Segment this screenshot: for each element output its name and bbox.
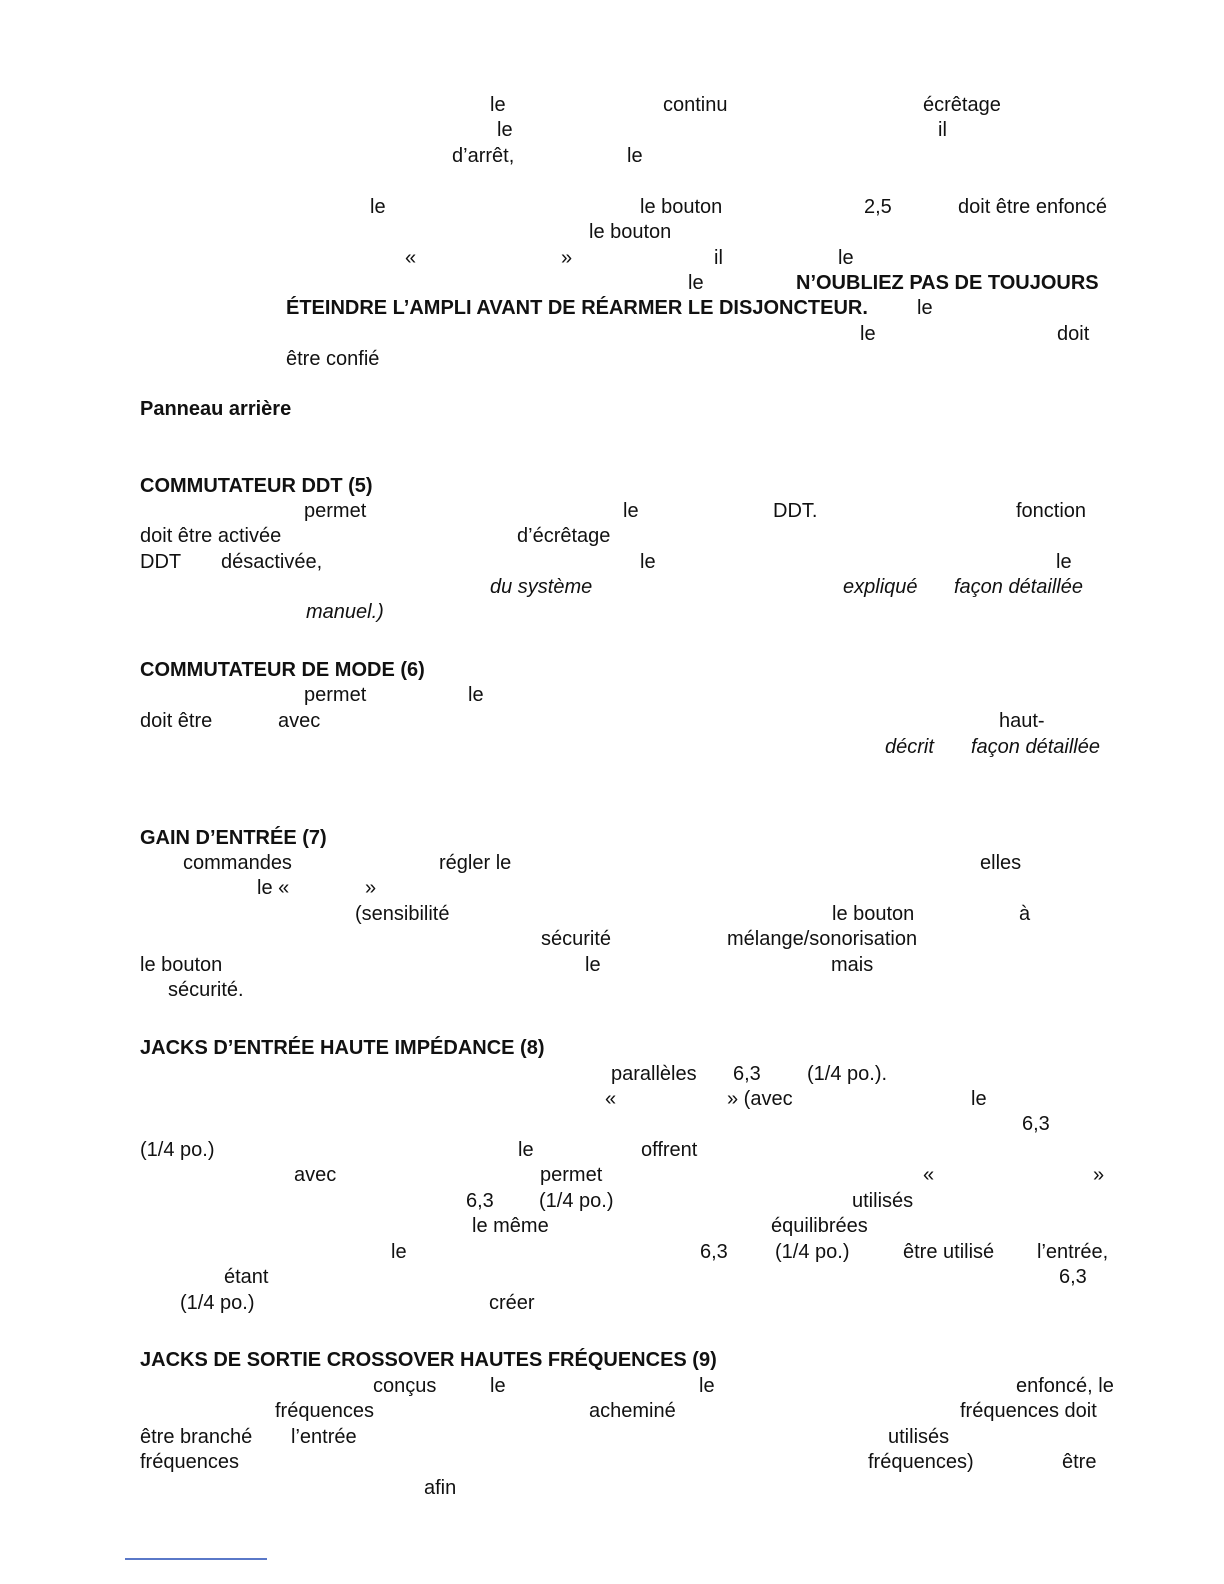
word: (1/4 po.) <box>180 1292 255 1314</box>
section-heading: GAIN D’ENTRÉE (7) <box>140 827 327 849</box>
word: l’entrée <box>291 1426 357 1448</box>
word: DDT <box>140 551 182 573</box>
word: régler le <box>439 852 512 874</box>
section-heading: COMMUTATEUR DDT (5) <box>140 475 373 497</box>
word: écrêtage <box>923 94 1001 116</box>
word: (sensibilité <box>355 903 450 925</box>
word: le <box>860 323 876 345</box>
warning-text: N’OUBLIEZ PAS DE TOUJOURS <box>796 272 1099 294</box>
section-heading: COMMUTATEUR DE MODE (6) <box>140 659 425 681</box>
word: étant <box>224 1266 269 1288</box>
word: le <box>688 272 704 294</box>
word: être confié <box>286 348 380 370</box>
word: le <box>497 119 513 141</box>
word: utilisés <box>852 1190 914 1212</box>
word: sécurité <box>541 928 612 950</box>
word: 6,3 <box>1022 1113 1050 1135</box>
word: fréquences <box>140 1451 239 1473</box>
word: « <box>405 247 417 269</box>
word: manuel.) <box>306 601 384 623</box>
word: d’écrêtage <box>517 525 611 547</box>
word: le <box>640 551 656 573</box>
word: acheminé <box>589 1400 676 1422</box>
word: à <box>1019 903 1031 925</box>
word: le <box>917 297 933 319</box>
word: du système <box>490 576 593 598</box>
word: offrent <box>641 1139 698 1161</box>
word: permet <box>304 500 367 522</box>
word: 6,3 <box>700 1241 728 1263</box>
word: parallèles <box>611 1063 697 1085</box>
word: le <box>699 1375 715 1397</box>
warning-text: ÉTEINDRE L’AMPLI AVANT DE RÉARMER LE DISJONCTEUR. <box>286 297 868 319</box>
word: le « <box>257 877 290 899</box>
word: le <box>490 94 506 116</box>
word: 6,3 <box>733 1063 761 1085</box>
section-heading: JACKS D’ENTRÉE HAUTE IMPÉDANCE (8) <box>140 1037 545 1059</box>
word: (1/4 po.). <box>807 1063 888 1085</box>
word: le <box>838 247 854 269</box>
word: (1/4 po.) <box>140 1139 215 1161</box>
word: le <box>627 145 643 167</box>
word: « <box>605 1088 617 1110</box>
word: le <box>391 1241 407 1263</box>
word: d’arrêt, <box>452 145 515 167</box>
word: façon détaillée <box>971 736 1100 758</box>
word: être branché <box>140 1426 253 1448</box>
word: avec <box>278 710 321 732</box>
word: décrit <box>885 736 934 758</box>
section-heading: JACKS DE SORTIE CROSSOVER HAUTES FRÉQUENCES (9) <box>140 1349 717 1371</box>
word: fréquences <box>275 1400 374 1422</box>
word: 6,3 <box>1059 1266 1087 1288</box>
word: » <box>365 877 377 899</box>
word: » (avec <box>727 1088 793 1110</box>
word: utilisés <box>888 1426 950 1448</box>
word: équilibrées <box>771 1215 868 1237</box>
word: le <box>1056 551 1072 573</box>
word: elles <box>980 852 1022 874</box>
word: haut- <box>999 710 1045 732</box>
word: » <box>561 247 573 269</box>
section-heading-rear-panel: Panneau arrière <box>140 398 292 420</box>
word: expliqué <box>843 576 918 598</box>
word: commandes <box>183 852 292 874</box>
word: créer <box>489 1292 535 1314</box>
word: doit <box>1057 323 1090 345</box>
word: le bouton <box>640 196 723 218</box>
word: avec <box>294 1164 337 1186</box>
word: l’entrée, <box>1037 1241 1109 1263</box>
word: (1/4 po.) <box>539 1190 614 1212</box>
word: 6,3 <box>466 1190 494 1212</box>
word: être utilisé <box>903 1241 995 1263</box>
word: il <box>714 247 723 269</box>
word: le <box>370 196 386 218</box>
word: le <box>468 684 484 706</box>
word: le <box>623 500 639 522</box>
word: mais <box>831 954 874 976</box>
word: permet <box>304 684 367 706</box>
word: le bouton <box>832 903 915 925</box>
word: enfoncé, le <box>1016 1375 1114 1397</box>
word: le bouton <box>589 221 672 243</box>
word: » <box>1093 1164 1105 1186</box>
word: doit être enfoncé <box>958 196 1107 218</box>
word: le <box>971 1088 987 1110</box>
word: « <box>923 1164 935 1186</box>
word: 2,5 <box>864 196 892 218</box>
word: fréquences doit <box>960 1400 1097 1422</box>
word: être <box>1062 1451 1097 1473</box>
word: le même <box>472 1215 549 1237</box>
word: (1/4 po.) <box>775 1241 850 1263</box>
word: DDT. <box>773 500 818 522</box>
word: continu <box>663 94 728 116</box>
word: façon détaillée <box>954 576 1083 598</box>
word: afin <box>424 1477 457 1499</box>
word: doit être <box>140 710 213 732</box>
word: fonction <box>1016 500 1087 522</box>
word: doit être activée <box>140 525 282 547</box>
word: fréquences) <box>868 1451 974 1473</box>
word: le <box>585 954 601 976</box>
word: le <box>518 1139 534 1161</box>
word: conçus <box>373 1375 437 1397</box>
word: le <box>490 1375 506 1397</box>
footer-rule <box>125 1558 267 1560</box>
word: permet <box>540 1164 603 1186</box>
word: il <box>938 119 947 141</box>
word: mélange/sonorisation <box>727 928 918 950</box>
word: sécurité. <box>168 979 244 1001</box>
word: désactivée, <box>221 551 323 573</box>
word: le bouton <box>140 954 223 976</box>
